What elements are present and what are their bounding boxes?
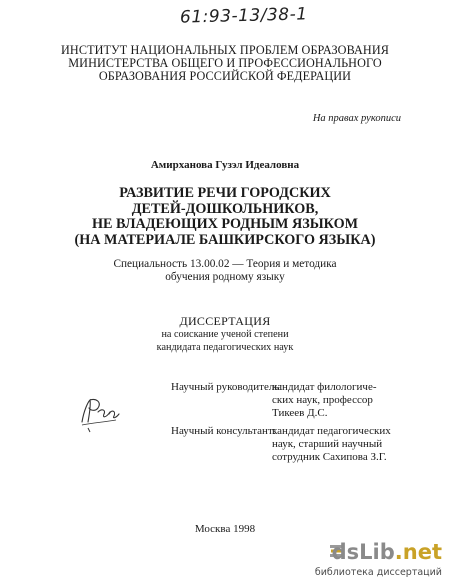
consultant-line-1: кандидат педагогических [272, 425, 391, 437]
manuscript-rights-note: На правах рукописи [312, 113, 401, 124]
degree-sought [0, 328, 450, 354]
title-line-2: ДЕТЕЙ-ДОШКОЛЬНИКОВ, [131, 200, 319, 217]
consultant-role: Научный консультант: [171, 425, 276, 437]
degree-line-1: на соискание ученой степени [161, 329, 289, 340]
supervisor-line-2: ских наук, профессор [272, 394, 373, 406]
dissertation-label: ДИССЕРТАЦИЯ [179, 314, 271, 328]
consultant-line-2: наук, старший научный [272, 438, 383, 450]
specialty-line-1: Специальность 13.00.02 — Теория и методика [113, 258, 337, 270]
consultant-line-3: сотрудник Сахипова З.Г. [272, 451, 387, 463]
title-line-1: РАЗВИТИЕ РЕЧИ ГОРОДСКИХ [119, 185, 331, 201]
supervisor-line-1: кандидат филологиче- [272, 381, 377, 393]
handwritten-catalog-code: 61:93-13/38-1 [179, 4, 308, 28]
institution-line-2: МИНИСТЕРСТВА ОБЩЕГО И ПРОФЕССИОНАЛЬНОГО [68, 56, 382, 70]
title-line-4: (НА МАТЕРИАЛЕ БАШКИРСКОГО ЯЗЫКА) [74, 231, 376, 248]
dslib-brand [332, 540, 442, 564]
title-line-3: НЕ ВЛАДЕЮЩИХ РОДНЫМ ЯЗЫКОМ [92, 216, 358, 232]
dslib-tagline: библиотека диссертаций [314, 567, 442, 578]
institution-line-3: ОБРАЗОВАНИЯ РОССИЙСКОЙ ФЕДЕРАЦИИ [98, 69, 352, 83]
dslib-brand-main: dsLib [331, 540, 395, 564]
author-name: Амирханова Гузэл Идеаловна [150, 159, 300, 171]
consultant-details [272, 425, 391, 464]
dslib-watermark-logo[interactable] [314, 540, 442, 578]
specialty [0, 258, 450, 284]
supervisor-details [272, 381, 377, 420]
dissertation-title [0, 186, 450, 248]
specialty-line-2: обучения родному языку [165, 271, 285, 283]
supervisor-line-3: Тикеев Д.С. [272, 407, 328, 419]
institution-line-1: ИНСТИТУТ НАЦИОНАЛЬНЫХ ПРОБЛЕМ ОБРАЗОВАНИЯ [61, 43, 389, 57]
degree-line-2: кандидата педагогических наук [156, 342, 294, 353]
supervisor-role: Научный руководитель: [171, 381, 283, 393]
city-year: Москва 1998 [194, 523, 256, 535]
dslib-brand-tld: .net [394, 540, 442, 564]
handwritten-signature [76, 392, 122, 434]
